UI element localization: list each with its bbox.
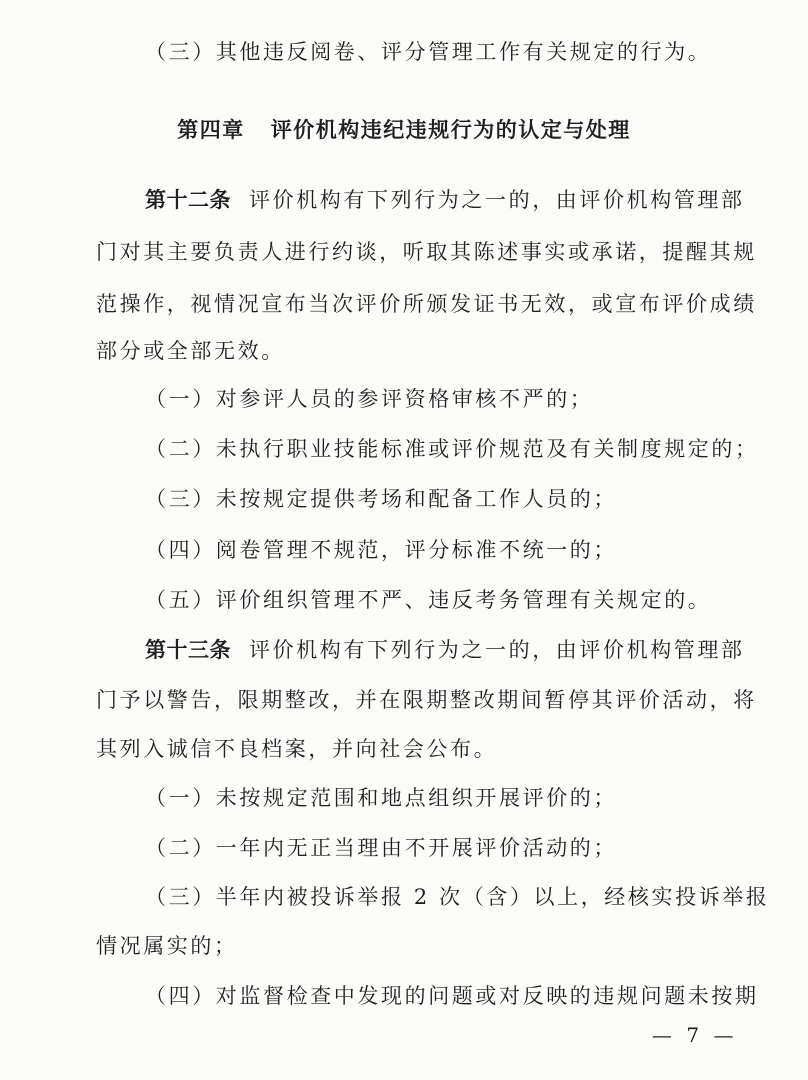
article-12-first-line: [145, 186, 745, 214]
chapter-number: 第四章: [177, 118, 245, 142]
page-number: — 7 —: [652, 1023, 738, 1047]
list-item: （二）一年内无正当理由不开展评价活动的；: [145, 836, 617, 860]
article-13-label: 第十三条: [145, 638, 231, 662]
list-item: （一）对参评人员的参评资格审核不严的；: [145, 387, 594, 411]
paragraph-text: 评价机构有下列行为之一的，由评价机构管理部: [249, 638, 745, 662]
list-item: （四）对监督检查中发现的问题或对反映的违规问题未按期: [145, 984, 759, 1008]
chapter-title: 评价机构违纪违规行为的认定与处理: [270, 118, 631, 142]
list-item: （五）评价组织管理不严、违反考务管理有关规定的。: [145, 588, 712, 612]
chapter-heading: [0, 116, 808, 144]
list-item: （二）未执行职业技能标准或评价规范及有关制度规定的；: [145, 437, 759, 461]
paragraph-line: 范操作，视情况宣布当次评价所颁发证书无效，或宣布评价成绩: [96, 292, 757, 316]
paragraph-line: 情况属实的；: [96, 934, 238, 958]
list-item: （三）其他违反阅卷、评分管理工作有关规定的行为。: [145, 40, 712, 64]
paragraph-line: 门予以警告，限期整改，并在限期整改期间暂停其评价活动，将: [96, 688, 757, 712]
paragraph-line: 部分或全部无效。: [96, 339, 285, 363]
paragraph-text: 评价机构有下列行为之一的，由评价机构管理部: [249, 188, 745, 212]
article-12-label: 第十二条: [145, 188, 231, 212]
list-item: （三）半年内被投诉举报 2 次（含）以上，经核实投诉举报: [145, 885, 770, 909]
list-item: （四）阅卷管理不规范，评分标准不统一的；: [145, 538, 617, 562]
paragraph-line: 其列入诚信不良档案，并向社会公布。: [96, 737, 498, 761]
paragraph-line: 门对其主要负责人进行约谈，听取其陈述事实或承诺，提醒其规: [96, 240, 757, 264]
list-item: （三）未按规定提供考场和配备工作人员的；: [145, 487, 617, 511]
list-item: （一）未按规定范围和地点组织开展评价的；: [145, 786, 617, 810]
article-13-first-line: [145, 636, 745, 664]
